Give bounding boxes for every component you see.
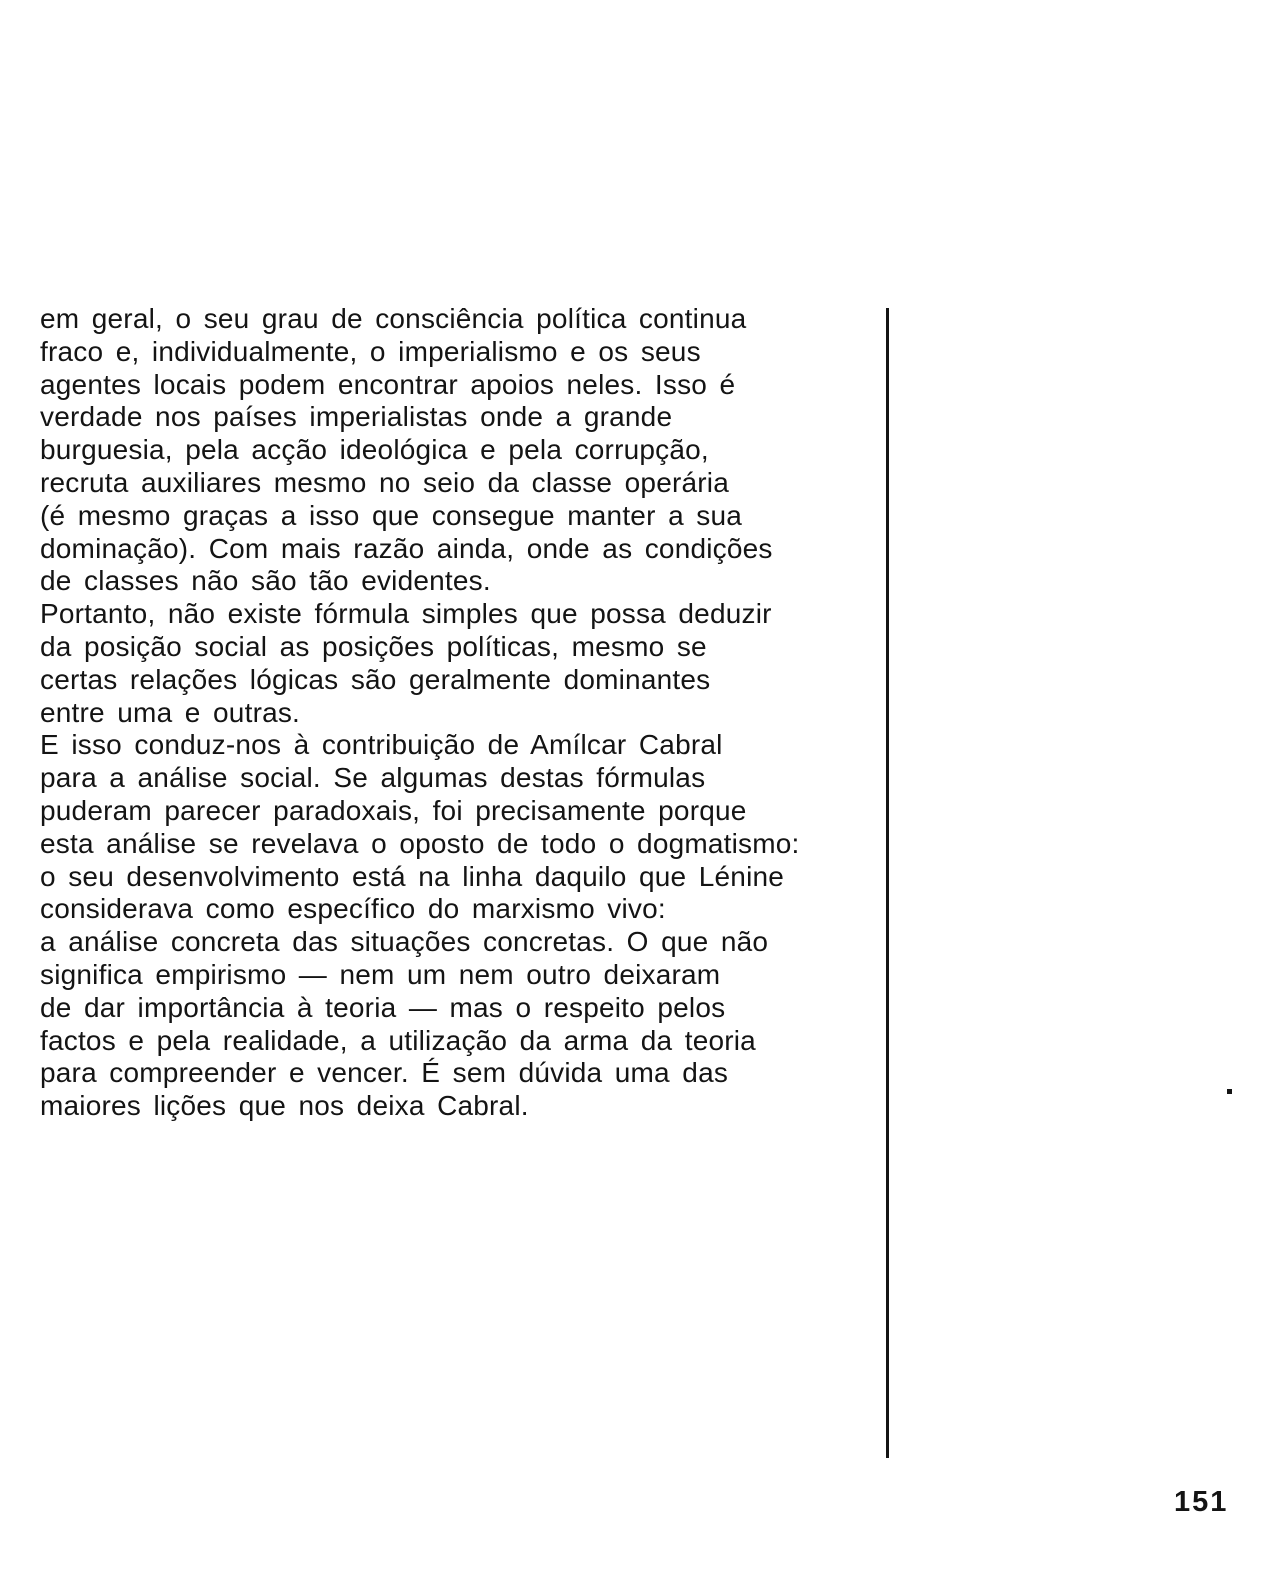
text-line: maiores lições que nos deixa Cabral. (40, 1090, 529, 1122)
text-line: fraco e, individualmente, o imperialismo e os seus (40, 335, 701, 367)
text-line: dominação). Com mais razão ainda, onde as condições (40, 532, 773, 564)
body-text (40, 303, 880, 1123)
text-line: agentes locais podem encontrar apoios neles. Isso é (40, 368, 736, 400)
text-line: em geral, o seu grau de consciência política continua (40, 303, 747, 334)
text-line: para compreender e vencer. É sem dúvida uma das (40, 1057, 729, 1089)
text-line: E isso conduz-nos à contribuição de Amílcar Cabral (40, 729, 723, 761)
text-line: a análise concreta das situações concretas. O que não (40, 926, 769, 958)
text-line: factos e pela realidade, a utilização da arma da teoria (40, 1024, 756, 1056)
text-line: certas relações lógicas são geralmente dominantes (40, 663, 711, 695)
text-line: verdade nos países imperialistas onde a grande (40, 401, 673, 433)
text-line: o seu desenvolvimento está na linha daquilo que Lénine (40, 860, 785, 892)
text-line: burguesia, pela acção ideológica e pela corrupção, (40, 434, 709, 466)
text-line: recruta auxiliares mesmo no seio da classe operária (40, 466, 729, 498)
text-line: significa empirismo — nem um nem outro deixaram (40, 958, 721, 990)
text-line: para a análise social. Se algumas destas fórmulas (40, 762, 706, 794)
text-line: puderam parecer paradoxais, foi precisamente porque (40, 794, 747, 826)
text-line: entre uma e outras. (40, 696, 301, 728)
text-line: Portanto, não existe fórmula simples que possa deduzir (40, 598, 772, 630)
text-line: de classes não são tão evidentes. (40, 565, 491, 597)
ink-speck (1227, 1089, 1232, 1094)
text-line: (é mesmo graças a isso que consegue manter a sua (40, 499, 743, 531)
text-line: esta análise se revelava o oposto de todo o dogmatismo: (40, 827, 800, 859)
vertical-rule (886, 308, 889, 1458)
page-number: 151 (1174, 1486, 1229, 1518)
text-line: da posição social as posições políticas, mesmo se (40, 630, 707, 662)
text-line: de dar importância à teoria — mas o respeito pelos (40, 991, 726, 1023)
text-line: considerava como específico do marxismo vivo: (40, 893, 666, 925)
